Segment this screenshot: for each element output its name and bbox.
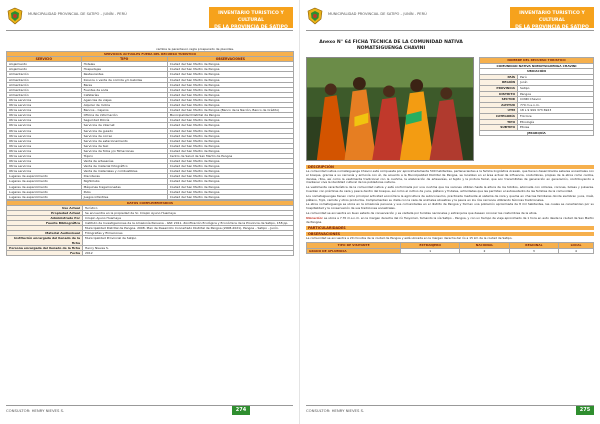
service-observation-cell: Ciudad del San Martin de Pangoa <box>167 133 293 138</box>
service-type-cell: Otros servicios <box>7 143 82 148</box>
service-kind-cell: Tópico <box>81 153 167 158</box>
complementary-value: 2012 <box>83 250 294 255</box>
resource-name: COMUNIDAD NATIVA NOMATSIGUENGA CHAVINI <box>480 63 594 69</box>
visitor-value: 4 <box>559 248 594 253</box>
service-type-cell: Otros servicios <box>7 128 82 133</box>
service-type-cell: Alojamiento <box>7 67 82 72</box>
location-label: CATEGORÍA <box>480 113 518 119</box>
service-observation-cell: Ciudad del San Martin de Pangoa <box>167 82 293 87</box>
complementary-label: Fecha <box>7 250 83 255</box>
service-type-cell: Otros servicios <box>7 148 82 153</box>
service-observation-cell: Ciudad del San Martin de Pangoa <box>167 87 293 92</box>
complementary-section-title: DATOS COMPLEMENTARIOS <box>7 200 294 205</box>
visitor-col-regional: REGIONAL <box>509 243 558 248</box>
services-table <box>6 51 294 200</box>
service-type-cell: Alojamiento <box>7 62 82 67</box>
service-type-cell: Otros servicios <box>7 113 82 118</box>
visitor-value: 3 <box>509 248 558 253</box>
location-label: PROVINCIA <box>480 85 518 91</box>
service-observation-cell: Ciudad del San Martin de Pangoa <box>167 62 293 67</box>
complementary-label: Uso Actual <box>7 205 83 210</box>
description-header: DESCRIPCIÓN <box>306 165 594 169</box>
observations-text: La comunidad se encuentra a 20 minutos de la ciudad de Pangoa y está ubicada en la margen derecha del río a 15 km de la ciudad de Satipo. <box>306 236 513 241</box>
access-label: Ubicación: <box>306 215 323 220</box>
service-observation-cell: Ciudad del San Martin de Pangoa <box>167 164 293 169</box>
service-observation-cell: Ciudad del San Martin de Pangoa <box>167 189 293 194</box>
page-header <box>306 7 594 29</box>
description-paragraph: La comunidad se encuentra en buen estado de conservación y es visitada por turistas nacionales y extranjeros que desean conocer las costumbres de la etnia. <box>306 210 538 215</box>
service-observation-cell: Ciudad del San Martin de Pangoa <box>167 148 293 153</box>
location-value: Perú <box>518 74 594 80</box>
resource-table-header: NOMBRE DEL RECURSO TURISTICO <box>480 58 594 64</box>
description-section <box>306 163 594 254</box>
location-value: Junín <box>518 80 594 86</box>
service-type-cell: Otros servicios <box>7 103 82 108</box>
service-type-cell: Otros servicios <box>7 118 82 123</box>
visitor-value: 2 <box>460 248 510 253</box>
complementary-row <box>7 221 294 226</box>
service-type-cell: Otros servicios <box>7 164 82 169</box>
visitor-col-foreign: EXTRANJERO <box>401 243 460 248</box>
service-type-cell: Lugares de esparcimiento <box>7 189 82 194</box>
complementary-value: Henry Nieves S. <box>83 245 294 250</box>
access-text: se ubica a 7.70 m.s.n.m. en la margen derecha del río Tsoyoriari, tomando la vía Satipo – Pangoa, y con un tiempo de viaje aproximado de 1 hora en auto desde la ciudad de San Martin de Pangoa. <box>306 215 595 224</box>
service-kind-cell: Máquinas tragamonedas <box>81 184 167 189</box>
service-type-cell: Otros servicios <box>7 138 82 143</box>
service-type-cell: Lugares de esparcimiento <box>7 184 82 189</box>
service-kind-cell: Discotecas <box>81 174 167 179</box>
complementary-label: Fuente Bibliográfica <box>7 221 83 226</box>
page-number: 274 <box>232 406 250 415</box>
municipality-name: MUNICIPALIDAD PROVINCIAL DE SATIPO – JUNÍN - PERÚ <box>28 12 127 16</box>
location-label: REGIÓN <box>480 80 518 86</box>
page-number: 275 <box>576 406 594 415</box>
location-value: Satipo <box>518 85 594 91</box>
complementary-label: Institución encargada del llenado de la ficha <box>7 236 83 245</box>
municipal-logo-icon <box>6 7 24 25</box>
complementary-value: Municipalidad Provincial de Satipo <box>83 236 294 245</box>
service-kind-cell: Venta de artesanías <box>81 159 167 164</box>
right-page <box>300 0 600 424</box>
community-photo <box>306 57 474 161</box>
service-observation-cell: Ciudad del San Martin de Pangoa <box>167 123 293 128</box>
inventory-title-line2: DE LA PROVINCIA DE SATIPO <box>214 25 288 30</box>
service-observation-cell: Ciudad del San Martin de Pangoa <box>167 138 293 143</box>
service-observation-cell: Ciudad del San Martin de Pangoa <box>167 67 293 72</box>
service-observation-cell: Ciudad del San Martin de Pangoa <box>167 97 293 102</box>
complementary-label: Persona encargada del llenado de la ficha <box>7 245 83 250</box>
municipality-name: MUNICIPALIDAD PROVINCIAL DE SATIPO – JUNÍN - PERÚ <box>328 12 427 16</box>
location-value: Pangoa <box>518 91 594 97</box>
service-observation-cell: Ciudad del San Martin de Pangoa <box>167 174 293 179</box>
municipal-logo-icon <box>306 7 324 25</box>
visitor-table <box>306 242 594 253</box>
location-value: Folclore <box>518 113 594 119</box>
service-observation-cell: Ciudad del San Martin de Pangoa <box>167 184 293 189</box>
access-paragraph <box>306 217 594 225</box>
visitor-value: 1 <box>401 248 460 253</box>
service-kind-cell: Cafeterías <box>81 92 167 97</box>
left-content <box>6 47 294 256</box>
service-observation-cell: Centro de Salud de San Martin de Pangoa <box>167 153 293 158</box>
complementary-value: Se encuentra en la propiedad de Sr. Crispin Ayuno Huamaya <box>83 211 294 216</box>
location-label: DISTRITO <box>480 91 518 97</box>
services-section-title: SERVICIOS ACTUALES FUERA DEL RECURSO TURISTICO <box>7 52 294 57</box>
col-tipo: TIPO <box>81 57 167 62</box>
service-observation-cell: Ciudad del San Martin de Pangoa <box>167 92 293 97</box>
service-kind-cell: Oficina de información <box>81 113 167 118</box>
location-header: UBICACIÓN <box>480 69 594 75</box>
service-kind-cell: Servicios de correo <box>81 133 167 138</box>
service-kind-cell: Servicios de guiado <box>81 128 167 133</box>
service-kind-cell: Seguridad Policía <box>81 118 167 123</box>
service-observation-cell: Ciudad del San Martin de Pangoa <box>167 128 293 133</box>
complementary-value: Municipalidad Distrital de Pangoa. 2008. Plan de Desarrollo Concertado Distrital de Pangoa (2008-2021), Pangoa – Satipo – Junín. <box>83 226 294 231</box>
col-servicio: SERVICIO <box>7 57 82 62</box>
service-type-cell: Lugares de esparcimiento <box>7 174 82 179</box>
complementary-label: Administrado Por <box>7 216 83 221</box>
service-type-cell: Otros servicios <box>7 169 82 174</box>
complementary-table <box>6 200 294 256</box>
location-value: 770 m.s.n.m. <box>518 102 594 108</box>
location-label: ALTITUD <box>480 102 518 108</box>
service-type-cell: Alimentación <box>7 92 82 97</box>
description-paragraph: Los nomatsiguengas tienen como principal actividad económica la agricultura de autoconsumo, practicada mediante el sistema de roza y quema en chacras familiares donde siembran yuca, maíz, plátano, frijol, camote y otros productos. Complementan su dieta con la caza de animales silvestres y la pesca en los ríos cercanos utilizando técnicas tradicionales. <box>306 193 594 202</box>
service-kind-cell: Servicios de fotos y/o filmaciones <box>81 148 167 153</box>
service-kind-cell: Fuentes de soda <box>81 87 167 92</box>
service-type-cell: Otros servicios <box>7 123 82 128</box>
service-kind-cell: Servicios de taxi <box>81 143 167 148</box>
service-observation-cell: Ciudad del San Martin de Pangoa <box>167 77 293 82</box>
service-observation-cell: Ciudad del San Martin de Pangoa <box>167 179 293 184</box>
service-kind-cell: Alquiler de motos <box>81 103 167 108</box>
location-label: SECTOR <box>480 97 518 103</box>
service-observation-cell: Ciudad del San Martin de Pangoa <box>167 143 293 148</box>
service-kind-cell: Hospedajes <box>81 67 167 72</box>
service-kind-cell: Bancos - Cajeros <box>81 108 167 113</box>
service-kind-cell: Agencias de viajes <box>81 97 167 102</box>
service-type-cell: Alimentación <box>7 82 82 87</box>
complementary-value: Crispin Ayuno Huamaya <box>83 216 294 221</box>
visitor-row-label: GRADO DE AFLUENCIA <box>307 248 401 253</box>
service-observation-cell: Ciudad del San Martin de Pangoa (Banco de la Nación, Banco de Crédito) <box>167 108 293 113</box>
location-value: Etnias <box>518 125 594 131</box>
service-type-cell: Alimentación <box>7 72 82 77</box>
description-paragraph: La comunidad nativa nomatsiguenga Chavini está compuesta por aproximadamente 500 habitantes, pertenecientes a la familia lingüística Arawak, que tienen desarrollados saberes ancestrales con el bosque, gracias a su cercanía y armonía con él, de acuerdo a la Municipalidad Distrital de Pangoa, se localizan en el área actual de influencia, costumbres, propias de la etnia como cantos, danzas, ritos, así como la vestimenta tradicional con la cushma, la elaboración de artesanías, el tejido y la pintura facial, que son transmitidas de generación en generación, contribuyendo a mantener viva la identidad cultural de los pobladores nativos. <box>306 168 594 185</box>
service-type-cell: Alimentación <box>7 87 82 92</box>
service-observation-cell: Municipalidad Distrital de Pangoa <box>167 113 293 118</box>
service-type-cell: Otros servicios <box>7 133 82 138</box>
complementary-label: Propiedad Actual <box>7 211 83 216</box>
complementary-value: Turístico <box>83 205 294 210</box>
ficha-title: Anexo N° 64 FICHA TECNICA DE LA COMUNIDAD NATIVA NOMATSIGUENGA CHAVINI <box>319 40 463 52</box>
visitor-col-national: NACIONAL <box>460 243 510 248</box>
footer-divider <box>306 405 594 406</box>
visitor-col-type: TIPO DE VISITANTE <box>307 243 401 248</box>
description-paragraph: La vestimenta característica de la comunidad nativa y está conformada por una cushma que los varones utilizan hasta la altura de los tobillos, adornada con collares, coronas, bolsas y pulseras. Cuentan con prácticas de caza y pesca dentro del bosque, así como el cultivo de yuca, plátano y frutales, actividades que les permiten el autosustento de las familias de la comunidad. <box>306 185 594 194</box>
resource-table <box>479 57 594 136</box>
inventory-title-line1: INVENTARIO TURISTICO Y CULTURAL <box>519 11 585 23</box>
location-label: PAÍS <box>480 74 518 80</box>
inventory-title-box <box>510 7 594 28</box>
service-kind-cell: Bares <box>81 82 167 87</box>
location-label: SUBTIPO <box>480 125 518 131</box>
service-observation-cell: Ciudad del San Martin de Pangoa <box>167 169 293 174</box>
service-kind-cell: Hoteles <box>81 62 167 67</box>
complementary-row <box>7 236 294 245</box>
service-type-cell: Lugares de esparcimiento <box>7 194 82 199</box>
location-label: UTM <box>480 108 518 114</box>
service-type-cell: Lugares de esparcimiento <box>7 179 82 184</box>
service-observation-cell: Ciudad del San Martin de Pangoa <box>167 159 293 164</box>
service-kind-cell: Juegos infantiles <box>81 194 167 199</box>
service-row <box>7 194 294 199</box>
inventory-title-line1: INVENTARIO TURISTICO Y CULTURAL <box>218 11 284 23</box>
col-observaciones: OBSERVACIONES <box>167 57 293 62</box>
location-value: 18 L 9 999 373 6923 <box>518 108 594 114</box>
description-paragraph: La etnia nomatsiguenga se ubica en la Amazonía peruana y sus comunidades en el distrito de Pangoa y forman una población aproximada de 8 mil habitantes, las cuales se caracterizan por su hospitalidad y la conservación de sus tradiciones ancestrales. <box>306 202 594 211</box>
complementary-row <box>7 250 294 255</box>
service-type-cell: Alimentación <box>7 77 82 82</box>
location-label: TIPO <box>480 119 518 125</box>
page-header <box>6 7 293 29</box>
service-kind-cell: Venta de material fotográfico <box>81 164 167 169</box>
header-divider <box>306 30 594 31</box>
service-kind-cell: Restaurantes <box>81 72 167 77</box>
service-observation-cell: Ciudad del San Martin de Pangoa <box>167 194 293 199</box>
location-value: CCNN Chavini <box>518 97 594 103</box>
service-observation-cell: Ciudad del San Martin de Pangoa <box>167 103 293 108</box>
consultant-credit: CONSULTOR: HENRY NIEVES S. <box>306 408 365 413</box>
service-kind-cell: Kioscos o venta de comida y/o bebidas <box>81 77 167 82</box>
service-kind-cell: Venta de materiales y combustibles <box>81 169 167 174</box>
service-type-cell: Otros servicios <box>7 159 82 164</box>
service-type-cell: Otros servicios <box>7 97 82 102</box>
jerarquia-row <box>480 130 594 136</box>
inventory-title-line2: DE LA PROVINCIA DE SATIPO <box>515 25 589 30</box>
inventory-title-box <box>209 7 293 28</box>
service-observation-cell: Ciudad del San Martin de Pangoa <box>167 118 293 123</box>
consultant-credit: CONSULTOR: HENRY NIEVES S. <box>6 408 65 413</box>
observations-header: OBSERVACIONES <box>306 232 594 236</box>
service-kind-cell: Pubs <box>81 189 167 194</box>
header-divider <box>6 30 293 31</box>
complementary-value: Fotografías y filmaciones <box>83 231 294 236</box>
service-observation-cell: Ciudad del San Martin de Pangoa <box>167 72 293 77</box>
top-note: cambia le parentesco regla prosperado de pleoides. <box>156 47 235 51</box>
location-value: Etnología <box>518 119 594 125</box>
complementary-value: Instituto de Investigaciones de la Amazonía Peruana - IIAP. 2011. Zonificación Ecológica y Económica de la Provincia de Satipo, 158 pp. <box>83 221 294 226</box>
service-type-cell: Otros servicios <box>7 153 82 158</box>
service-type-cell: Otros servicios <box>7 108 82 113</box>
service-kind-cell: Servicios de estacionamiento <box>81 138 167 143</box>
complementary-label: Material Audiovisual <box>7 231 83 236</box>
service-kind-cell: Nightclubs <box>81 179 167 184</box>
particularities-header: PARTICULARIDADES <box>306 226 594 230</box>
visitor-col-local: LOCAL <box>559 243 594 248</box>
service-kind-cell: Servicios de internet <box>81 123 167 128</box>
jerarquia-label: JERARQUÍA <box>480 130 594 136</box>
